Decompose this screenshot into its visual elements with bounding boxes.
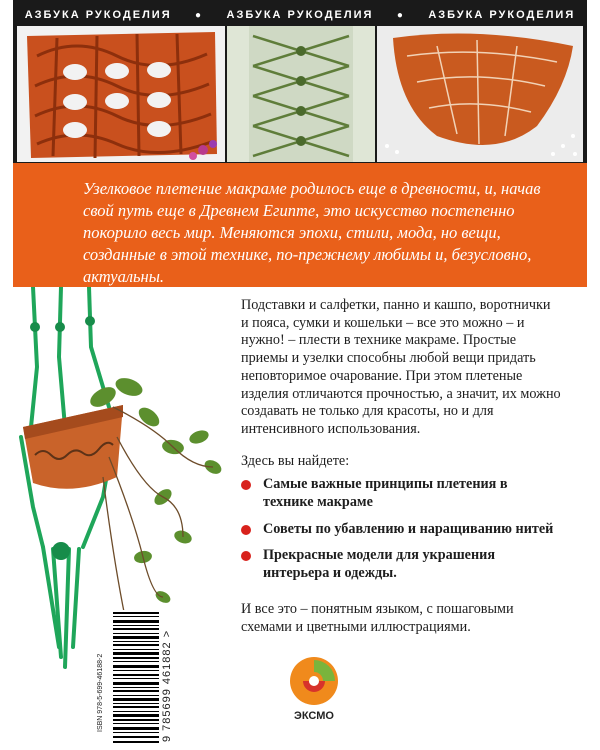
macrame-glass-photo xyxy=(227,26,375,162)
series-label: АЗБУКА РУКОДЕЛИЯ xyxy=(24,9,172,21)
bullet-icon xyxy=(241,525,251,535)
photo-band xyxy=(13,0,587,163)
intro-panel xyxy=(13,163,587,287)
closing-paragraph: И все это – понятным языком, с пошаговыми схемами и цветными иллюстрациями. xyxy=(241,600,514,635)
list-item-text: Прекрасные модели для украшения интерьера и одежды. xyxy=(263,547,496,582)
isbn-label: ISBN 978-5-699-46188-2 xyxy=(97,653,104,732)
feature-list xyxy=(241,476,561,583)
macrame-shawl-photo xyxy=(377,26,583,162)
series-bar xyxy=(13,6,587,24)
intro-text: Узелковое плетение макраме родилось еще в древности, и, начав свой путь еще в Древнем Египте, это искусство постепенно покорило весь мир. Меняются эпохи, стили, мода, но вещи, созданные в этой технике, по-прежнему любимы и, безусловно, актуальны. xyxy=(83,179,541,286)
description-column xyxy=(241,297,561,636)
publisher-logo-icon xyxy=(289,656,339,706)
bullet-icon xyxy=(241,480,251,490)
book-back-cover xyxy=(13,0,587,750)
macrame-net-photo xyxy=(17,26,225,162)
publisher-name: ЭКСМО xyxy=(294,710,334,722)
separator-dot-icon: ● xyxy=(396,9,405,21)
list-item xyxy=(241,476,561,511)
separator-dot-icon: ● xyxy=(195,9,204,21)
list-item-text: Советы по убавлению и наращиванию нитей xyxy=(263,520,554,537)
description-paragraph: Подставки и салфетки, панно и кашпо, воротнички и пояса, сумки и кошельки – все это можно – и нужно! – плести в технике макраме. Простые приемы и узелки способны любой вещи придать неповторимое очарование. При этом плетеные изделия отличаются прочностью, а значит, их можно создавать не только для красоты, но и для интенсивного использования. xyxy=(241,297,561,437)
list-item xyxy=(241,547,561,582)
barcode-digits: 9 785699 461882 > xyxy=(161,629,173,742)
list-item-text: Самые важные принципы плетения в технике макраме xyxy=(263,476,508,511)
bullet-icon xyxy=(241,551,251,561)
features-heading: Здесь вы найдете: xyxy=(241,452,350,469)
list-item xyxy=(241,521,561,539)
barcode-icon xyxy=(113,610,159,745)
series-label: АЗБУКА РУКОДЕЛИЯ xyxy=(428,9,576,21)
series-label: АЗБУКА РУКОДЕЛИЯ xyxy=(226,9,374,21)
